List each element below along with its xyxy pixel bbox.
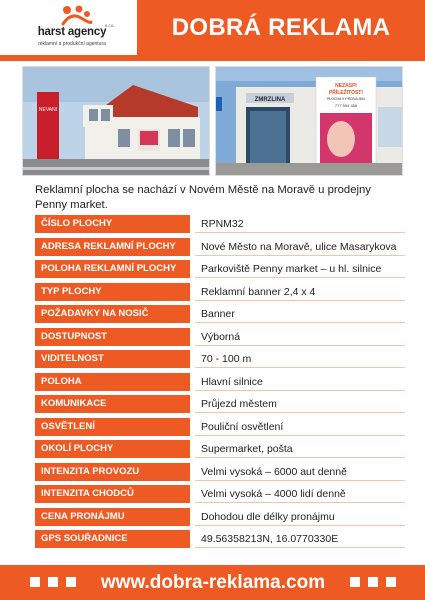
- row-label: GPS SOUŘADNICE: [35, 530, 190, 548]
- row-value: Výborná: [195, 328, 405, 346]
- row-label: POLOHA REKLAMNÍ PLOCHY: [35, 260, 190, 278]
- row-label: KOMUNIKACE: [35, 395, 190, 413]
- row-value: RPNM32: [195, 215, 405, 233]
- row-label: OSVĚTLENÍ: [35, 418, 190, 436]
- table-row: [35, 260, 405, 278]
- photo-billboard-closeup: [215, 66, 403, 176]
- square-icon: [66, 577, 76, 587]
- row-label: ČÍSLO PLOCHY: [35, 215, 190, 233]
- square-icon: [368, 577, 378, 587]
- logo-superscript: s.r.o.: [105, 23, 115, 28]
- row-value: Supermarket, pošta: [195, 440, 405, 458]
- row-label: POLOHA: [35, 373, 190, 391]
- table-row: [35, 373, 405, 391]
- row-label: ADRESA REKLAMNÍ PLOCHY: [35, 238, 190, 256]
- row-label: VIDITELNOST: [35, 350, 190, 368]
- info-table: [35, 215, 405, 553]
- billboard-phone: 777 594 456: [334, 103, 358, 108]
- logo-subtitle: reklamní a produkční agentura: [38, 41, 106, 47]
- table-row: [35, 238, 405, 256]
- table-row: [35, 215, 405, 233]
- row-value: Reklamní banner 2,4 x 4: [195, 283, 405, 301]
- square-icon: [386, 577, 396, 587]
- square-icon: [350, 577, 360, 587]
- table-row: [35, 440, 405, 458]
- footer-url-link[interactable]: www.dobra-reklama.com: [100, 572, 326, 593]
- table-row: [35, 463, 405, 481]
- table-row: [35, 305, 405, 323]
- table-row: [35, 508, 405, 526]
- billboard-line3: PLOCHA K PRONÁJMU: [326, 97, 366, 101]
- row-label: DOSTUPNOST: [35, 328, 190, 346]
- header-divider: [0, 55, 425, 61]
- row-label: INTENZITA PROVOZU: [35, 463, 190, 481]
- billboard-line1: NEZASPI: [335, 83, 357, 89]
- row-value: Banner: [195, 305, 405, 323]
- table-row: [35, 395, 405, 413]
- harst-logo-mark-icon: [59, 4, 93, 28]
- square-icon: [30, 577, 40, 587]
- logo-name: harst agency: [37, 26, 107, 38]
- row-label: CENA PRONÁJMU: [35, 508, 190, 526]
- table-row: [35, 418, 405, 436]
- row-label: TYP PLOCHY: [35, 283, 190, 301]
- table-row: [35, 350, 405, 368]
- header: [0, 0, 425, 55]
- shop-sign-text: ZMRZLINA: [254, 97, 286, 103]
- location-sign-text: NEVANI: [38, 107, 58, 113]
- table-row: [35, 328, 405, 346]
- billboard-line2: PŘÍLEŽITOST!: [328, 90, 364, 96]
- photo-billboard-location: [22, 66, 210, 176]
- footer: [0, 565, 425, 600]
- title-band: [137, 0, 425, 55]
- logo[interactable]: [22, 0, 122, 55]
- square-icon: [48, 577, 58, 587]
- row-value: Parkoviště Penny market – u hl. silnice: [195, 260, 405, 278]
- table-row: [35, 283, 405, 301]
- row-value: 70 - 100 m: [195, 350, 405, 368]
- description-text: Reklamní plocha se nachází v Novém Městě na Moravě u prodejny Penny market.: [35, 184, 371, 211]
- row-label: POŽADAVKY NA NOSIČ: [35, 305, 190, 323]
- row-value: Průjezd městem: [195, 395, 405, 413]
- row-value: Pouliční osvětlení: [195, 418, 405, 436]
- row-label: OKOLÍ PLOCHY: [35, 440, 190, 458]
- table-row: [35, 530, 405, 548]
- row-value: Nové Město na Moravě, ulice Masarykova: [195, 238, 405, 256]
- table-row: [35, 485, 405, 503]
- row-value: Dohodou dle délky pronájmu: [195, 508, 405, 526]
- page-title: DOBRÁ REKLAMA: [171, 14, 391, 41]
- row-value: Velmi vysoká – 6000 aut denně: [195, 463, 405, 481]
- row-label: INTENZITA CHODCŮ: [35, 485, 190, 503]
- row-value: Velmi vysoká – 4000 lidí denně: [195, 485, 405, 503]
- row-value: Hlavní silnice: [195, 373, 405, 391]
- row-value: 49.56358213N, 16.0770330E: [195, 530, 405, 548]
